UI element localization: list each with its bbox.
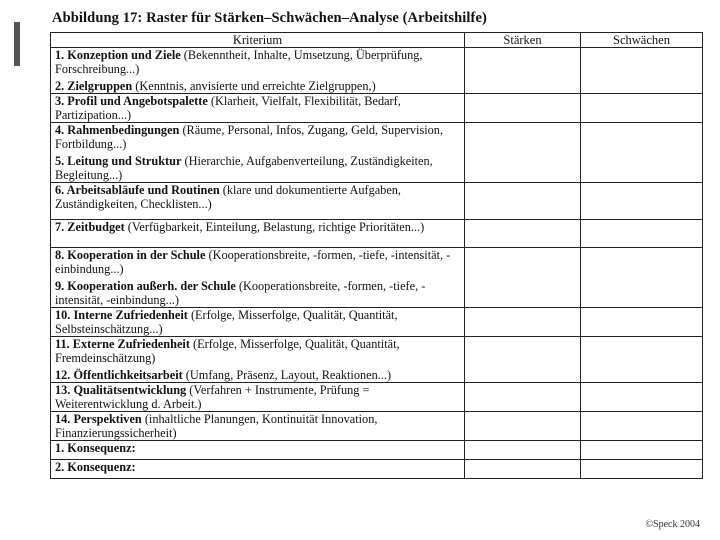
criterion-description: (Umfang, Präsenz, Layout, Reaktionen...) [182, 368, 392, 382]
weaknesses-cell [581, 383, 703, 412]
criterion-row [51, 94, 703, 123]
criterion-row [51, 248, 703, 308]
weaknesses-cell [581, 123, 703, 183]
criterion-row [51, 337, 703, 383]
criterion-entry [55, 383, 460, 411]
criterion-label: 12. Öffentlichkeitsarbeit [55, 368, 183, 382]
criterion-cell [51, 412, 465, 441]
criterion-cell [51, 220, 465, 248]
criterion-row [51, 48, 703, 94]
criterion-row [51, 123, 703, 183]
criterion-label: 10. Interne Zufriedenheit [55, 308, 188, 322]
criterion-description: (Verfahren + Instrumente, Prüfung = Weiterentwicklung d. Arbeit.) [55, 383, 370, 411]
criterion-label: 14. Perspektiven [55, 412, 142, 426]
strengths-cell [465, 383, 581, 412]
strengths-cell [465, 337, 581, 383]
strengths-cell [465, 441, 581, 460]
criterion-entry [55, 48, 460, 76]
criterion-label: 7. Zeitbudget [55, 220, 125, 234]
criterion-row [51, 412, 703, 441]
strengths-cell [465, 183, 581, 220]
criterion-description: (Erfolge, Misserfolge, Qualität, Quantität, Fremdeinschätzung) [55, 337, 400, 365]
weaknesses-cell [581, 441, 703, 460]
criterion-row [51, 308, 703, 337]
criterion-label: 1. Konzeption und Ziele [55, 48, 181, 62]
criterion-description: (Kooperationsbreite, -formen, -tiefe, -intensität, -einbindung...) [55, 248, 451, 276]
criterion-entry [55, 79, 460, 93]
weaknesses-cell [581, 337, 703, 383]
criterion-label: 2. Konsequenz: [55, 460, 136, 474]
strengths-cell [465, 460, 581, 479]
criterion-cell [51, 308, 465, 337]
weaknesses-cell [581, 48, 703, 94]
criterion-label: 9. Kooperation außerh. der Schule [55, 279, 236, 293]
criterion-cell [51, 248, 465, 308]
copyright-note: ©Speck 2004 [645, 519, 700, 530]
criterion-description: (Erfolge, Misserfolge, Qualität, Quantität, Selbsteinschätzung...) [55, 308, 398, 336]
criterion-entry [55, 441, 460, 455]
criterion-row [51, 383, 703, 412]
criterion-label: 1. Konsequenz: [55, 441, 136, 455]
criterion-row [51, 460, 703, 479]
analysis-grid [50, 32, 703, 479]
criterion-cell [51, 183, 465, 220]
weaknesses-cell [581, 183, 703, 220]
criterion-cell [51, 337, 465, 383]
strengths-cell [465, 308, 581, 337]
criterion-label: 8. Kooperation in der Schule [55, 248, 206, 262]
criterion-row [51, 441, 703, 460]
strengths-cell [465, 123, 581, 183]
strengths-cell [465, 48, 581, 94]
header-strengths: Stärken [465, 33, 581, 48]
side-accent-bar [14, 22, 20, 66]
weaknesses-cell [581, 94, 703, 123]
criterion-description: (Verfügbarkeit, Einteilung, Belastung, richtige Prioritäten...) [124, 220, 425, 234]
figure-title: Abbildung 17: Raster für Stärken–Schwächen–Analyse (Arbeitshilfe) [52, 10, 487, 26]
criterion-description: (klare und dokumentierte Aufgaben, Zuständigkeiten, Checklisten...) [55, 183, 402, 211]
criterion-label: 6. Arbeitsabläufe und Routinen [55, 183, 220, 197]
criterion-label: 11. Externe Zufriedenheit [55, 337, 190, 351]
criterion-description: (inhaltliche Planungen, Kontinuität Innovation, Finanzierungssicherheit) [55, 412, 378, 440]
criterion-row [51, 183, 703, 220]
criterion-cell [51, 48, 465, 94]
criterion-cell [51, 460, 465, 479]
criterion-entry [55, 123, 460, 151]
criterion-cell [51, 383, 465, 412]
criterion-row [51, 220, 703, 248]
criterion-description: (Kooperationsbreite, -formen, -tiefe, -intensität, -einbindung...) [55, 279, 426, 307]
criterion-label: 5. Leitung und Struktur [55, 154, 182, 168]
criterion-description: (Kenntnis, anvisierte und erreichte Zielgruppen,) [132, 79, 376, 93]
criterion-label: 2. Zielgruppen [55, 79, 133, 93]
weaknesses-cell [581, 248, 703, 308]
criterion-label: 4. Rahmenbedingungen [55, 123, 180, 137]
criterion-entry [55, 460, 460, 474]
header-criterion: Kriterium [51, 33, 465, 48]
strengths-cell [465, 94, 581, 123]
grid-body [51, 48, 703, 479]
criterion-entry [55, 337, 460, 365]
criterion-cell [51, 94, 465, 123]
criterion-cell [51, 441, 465, 460]
criterion-label: 13. Qualitätsentwicklung [55, 383, 187, 397]
criterion-entry [55, 412, 460, 440]
criterion-entry [55, 154, 460, 182]
strengths-cell [465, 248, 581, 308]
criterion-entry [55, 248, 460, 276]
criterion-entry [55, 220, 460, 234]
criterion-entry [55, 94, 460, 122]
header-weaknesses: Schwächen [581, 33, 703, 48]
criterion-entry [55, 368, 460, 382]
strengths-cell [465, 412, 581, 441]
strengths-cell [465, 220, 581, 248]
criterion-entry [55, 183, 460, 211]
criterion-label: 3. Profil und Angebotspalette [55, 94, 208, 108]
criterion-description: (Hierarchie, Aufgabenverteilung, Zuständigkeiten, Begleitung...) [55, 154, 433, 182]
weaknesses-cell [581, 412, 703, 441]
criterion-entry [55, 308, 460, 336]
weaknesses-cell [581, 220, 703, 248]
header-row [51, 33, 703, 48]
criterion-entry [55, 279, 460, 307]
weaknesses-cell [581, 308, 703, 337]
criterion-description: (Räume, Personal, Infos, Zugang, Geld, Supervision, Fortbildung...) [55, 123, 444, 151]
criterion-description: (Klarheit, Vielfalt, Flexibilität, Bedarf, Partizipation...) [55, 94, 401, 122]
weaknesses-cell [581, 460, 703, 479]
criterion-description: (Bekenntheit, Inhalte, Umsetzung, Überprüfung, Forschreibung...) [55, 48, 423, 76]
criterion-cell [51, 123, 465, 183]
